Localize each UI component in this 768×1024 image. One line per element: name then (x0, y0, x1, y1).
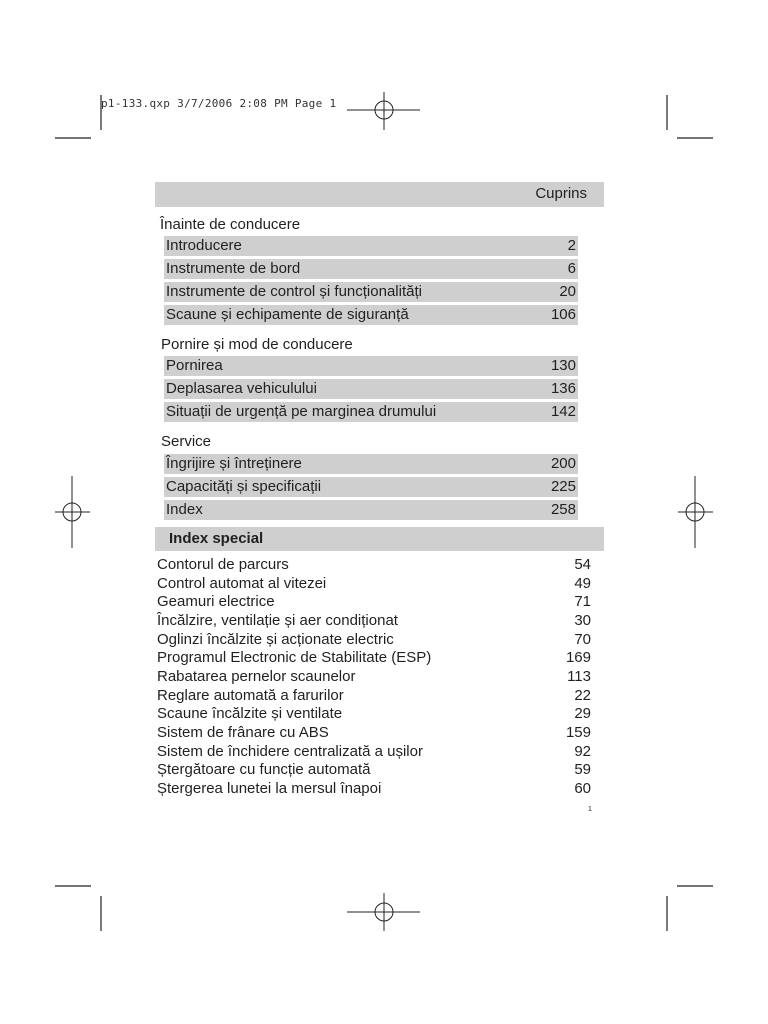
toc-entry-page: 106 (550, 306, 576, 323)
toc-entry[interactable] (164, 282, 578, 302)
toc-entry-page: 130 (550, 357, 576, 374)
entry-label: Geamuri electrice (157, 593, 275, 610)
section-title: Înainte de conducere (160, 216, 301, 233)
special-index-entry[interactable] (157, 705, 591, 723)
special-index-header (155, 527, 604, 551)
toc-entry[interactable] (164, 379, 578, 399)
entry-page: 169 (565, 649, 591, 666)
entry-page: 113 (567, 668, 591, 685)
toc-entry-page: 258 (550, 501, 576, 518)
special-index-entry[interactable] (157, 743, 591, 761)
section-title: Service (161, 433, 212, 450)
special-index-entry[interactable] (157, 780, 591, 798)
page-number: 1 (588, 806, 592, 813)
special-index-title: Index special (169, 530, 264, 547)
toc-entry[interactable] (164, 402, 578, 422)
printer-slug: p1-133.qxp 3/7/2006 2:08 PM Page 1 (101, 97, 337, 110)
toc-entry-label: Introducere (166, 237, 242, 254)
toc-entry-page: 20 (559, 283, 576, 300)
entry-label: Contorul de parcurs (157, 556, 289, 573)
toc-entry-label: Index (166, 501, 203, 518)
toc-entry-page: 2 (567, 237, 576, 254)
entry-label: Scaune încălzite și ventilate (157, 705, 343, 722)
toc-entry-page: 200 (550, 455, 576, 472)
toc-entry-label: Instrumente de control și funcționalități (166, 283, 422, 300)
toc-entry-label: Capacități și specificații (166, 478, 322, 495)
entry-label: Oglinzi încălzite și acționate electric (157, 631, 394, 648)
special-index-entry[interactable] (157, 724, 591, 742)
toc-entry[interactable] (164, 500, 578, 520)
contents-header (155, 182, 604, 207)
special-index-entry[interactable] (157, 556, 591, 574)
entry-label: Reglare automată a farurilor (157, 687, 344, 704)
toc-entry-label: Scaune și echipamente de siguranță (166, 306, 409, 323)
entry-page: 30 (574, 612, 591, 629)
entry-page: 159 (565, 724, 591, 741)
entry-page: 92 (574, 743, 591, 760)
special-index-entry[interactable] (157, 668, 591, 686)
entry-page: 70 (574, 631, 591, 648)
entry-label: Sistem de frânare cu ABS (157, 724, 329, 741)
entry-label: Ștergerea lunetei la mersul înapoi (157, 780, 382, 797)
toc-entry[interactable] (164, 259, 578, 279)
special-index-entry[interactable] (157, 761, 591, 779)
registration-mark-left (55, 476, 90, 548)
toc-entry-label: Deplasarea vehiculului (166, 380, 317, 397)
entry-page: 54 (574, 556, 591, 573)
toc-entry-label: Instrumente de bord (166, 260, 301, 277)
special-index-entry[interactable] (157, 575, 591, 593)
entry-page: 49 (574, 575, 591, 592)
special-index-entry[interactable] (157, 593, 591, 611)
entry-page: 29 (574, 705, 591, 722)
toc-entry-page: 225 (550, 478, 576, 495)
toc-entry[interactable] (164, 305, 578, 325)
entry-page: 60 (574, 780, 591, 797)
toc-entry-page: 136 (550, 380, 576, 397)
toc-entry-label: Situații de urgență pe marginea drumului (166, 403, 437, 420)
entry-label: Rabatarea pernelor scaunelor (157, 668, 356, 685)
entry-label: Sistem de închidere centralizată a ușilor (157, 743, 423, 760)
registration-mark-top (347, 92, 420, 130)
toc-entry[interactable] (164, 236, 578, 256)
entry-page: 22 (574, 687, 591, 704)
toc-entry[interactable] (164, 356, 578, 376)
entry-label: Ștergătoare cu funcție automată (157, 761, 371, 778)
registration-mark-bottom (347, 893, 420, 931)
toc-entry-label: Pornirea (166, 357, 223, 374)
toc-entry-page: 142 (550, 403, 576, 420)
toc-entry-page: 6 (567, 260, 576, 277)
special-index-entry[interactable] (157, 612, 591, 630)
contents-title: Cuprins (535, 185, 587, 202)
registration-mark-right (678, 476, 713, 548)
special-index-entry[interactable] (157, 649, 591, 667)
toc-entry[interactable] (164, 477, 578, 497)
toc-entry-label: Îngrijire și întreținere (166, 455, 302, 472)
special-index-entry[interactable] (157, 687, 591, 705)
section-title: Pornire și mod de conducere (161, 336, 353, 353)
special-index-entry[interactable] (157, 631, 591, 649)
entry-label: Control automat al vitezei (157, 575, 327, 592)
entry-page: 59 (574, 761, 591, 778)
toc-entry[interactable] (164, 454, 578, 474)
entry-label: Programul Electronic de Stabilitate (ESP) (157, 649, 432, 666)
entry-page: 71 (574, 593, 591, 610)
entry-label: Încălzire, ventilație și aer condiționat (157, 612, 398, 629)
